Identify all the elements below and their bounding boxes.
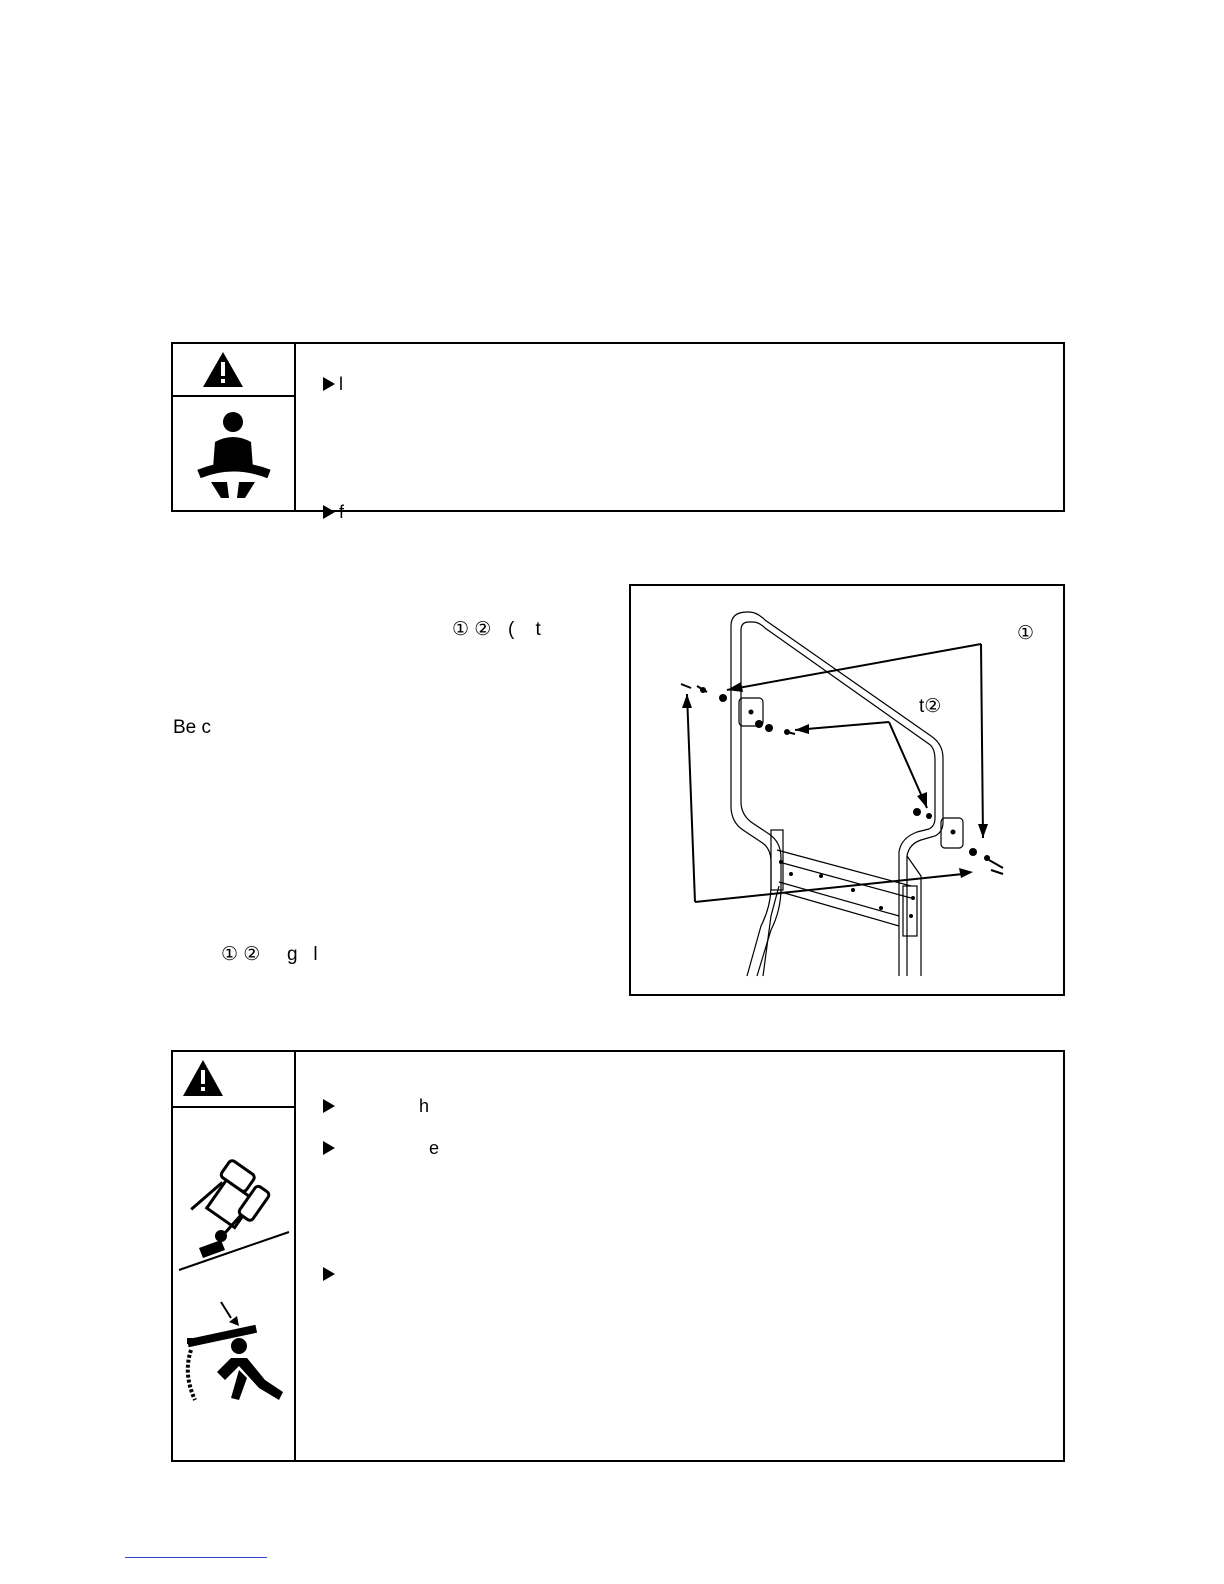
bullet-triangle-icon (323, 1267, 335, 1281)
rops-figure (629, 584, 1065, 996)
warning-box-seatbelt (171, 342, 1065, 522)
g-l-text: g l (287, 944, 318, 965)
warning-line-3 (303, 1244, 339, 1304)
warning-icon-column (173, 344, 296, 510)
warning-triangle-icon (173, 1052, 294, 1108)
bullet-triangle-icon (323, 1099, 335, 1113)
callout-1: ① (1017, 623, 1035, 644)
warning-line-1: h (303, 1076, 429, 1136)
be-c-text: Be c (173, 717, 212, 738)
bullet-triangle-icon (323, 1141, 335, 1155)
crush-hazard-icon (173, 1288, 294, 1418)
warning-triangle-icon (173, 344, 294, 396)
rops-frame-diagram (631, 586, 1063, 994)
footer-link-rule (125, 1557, 267, 1558)
circled-refs-bottom: ① ② (221, 944, 261, 965)
warning-line-2: e (303, 1118, 439, 1178)
rollover-tractor-icon (173, 1112, 294, 1282)
warning-box-rollover (171, 1050, 1065, 1462)
warning-line-1: l (303, 354, 343, 414)
bullet-triangle-icon (323, 377, 335, 391)
circled-refs-top: ① ② (452, 619, 492, 640)
paren-t-text: ( t (508, 619, 541, 640)
bullet-triangle-icon (323, 505, 335, 519)
seatbelt-icon (173, 398, 294, 512)
callout-2: t② (919, 696, 942, 717)
warning-icon-column (173, 1052, 296, 1460)
warning-line-2: f (303, 482, 344, 542)
